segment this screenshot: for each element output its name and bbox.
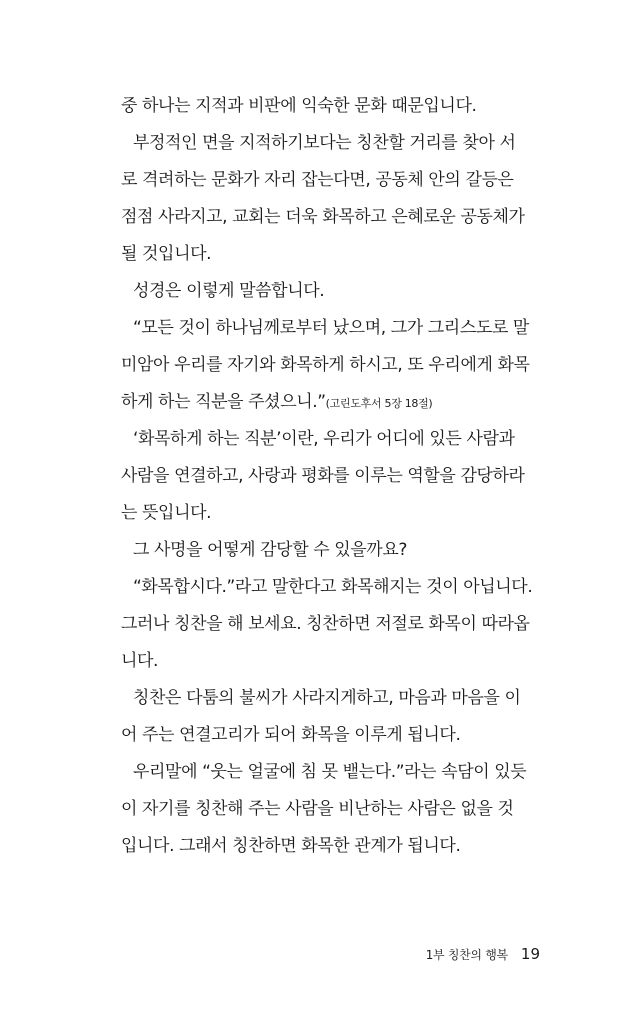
chapter-title: 1부 칭찬의 행복	[425, 948, 508, 962]
text-line-16: 니다.	[121, 651, 159, 671]
text-line-4: 점점 사라지고, 교회는 더욱 화목하고 은혜로운 공동체가	[121, 207, 525, 227]
page-body-text	[121, 88, 541, 865]
text-line-17: 칭찬은 다툼의 불씨가 사라지게하고, 마음과 마음을 이	[133, 688, 521, 708]
text-line-18: 어 주는 연결고리가 되어 화목을 이루게 됩니다.	[121, 725, 461, 745]
text-line-8: 미암아 우리를 자기와 화목하게 하시고, 또 우리에게 화목	[121, 355, 530, 375]
text-line-20: 이 자기를 칭찬해 주는 사람을 비난하는 사람은 없을 것	[121, 799, 514, 819]
page-footer	[426, 944, 540, 963]
text-line-3: 로 격려하는 문화가 자리 잡는다면, 공동체 안의 갈등은	[121, 170, 514, 190]
page-number: 19	[520, 945, 540, 963]
text-line-19: 우리말에 “웃는 얼굴에 침 못 뱉는다.”라는 속담이 있듯	[133, 762, 527, 782]
text-line-14: “화목합시다.”라고 말한다고 화목해지는 것이 아닙니다.	[133, 577, 533, 597]
text-line-12: 는 뜻입니다.	[121, 503, 212, 523]
text-line-10: ‘화목하게 하는 직분’이란, 우리가 어디에 있든 사람과	[133, 429, 515, 449]
text-line-21: 입니다. 그래서 칭찬하면 화목한 관계가 됩니다.	[121, 836, 461, 856]
text-line-15: 그러나 칭찬을 해 보세요. 칭찬하면 저절로 화목이 따라옵	[121, 614, 530, 634]
text-line-11: 사람을 연결하고, 사랑과 평화를 이루는 역할을 감당하라	[121, 466, 525, 486]
bible-citation: (고린도후서 5장 18절)	[325, 397, 433, 410]
text-line-7: “모든 것이 하나님께로부터 났으며, 그가 그리스도로 말	[133, 318, 529, 338]
text-line-13: 그 사명을 어떻게 감당할 수 있을까요?	[133, 540, 407, 560]
text-line-6: 성경은 이렇게 말씀합니다.	[133, 281, 325, 301]
text-line-2: 부정적인 면을 지적하기보다는 칭찬할 거리를 찾아 서	[133, 133, 516, 153]
text-line-5: 될 것입니다.	[121, 244, 212, 264]
text-line-9: 하게 하는 직분을 주셨으니.”(고린도후서 5장 18절)	[121, 392, 433, 412]
text-line-1: 중 하나는 지적과 비판에 익숙한 문화 때문입니다.	[121, 96, 477, 116]
